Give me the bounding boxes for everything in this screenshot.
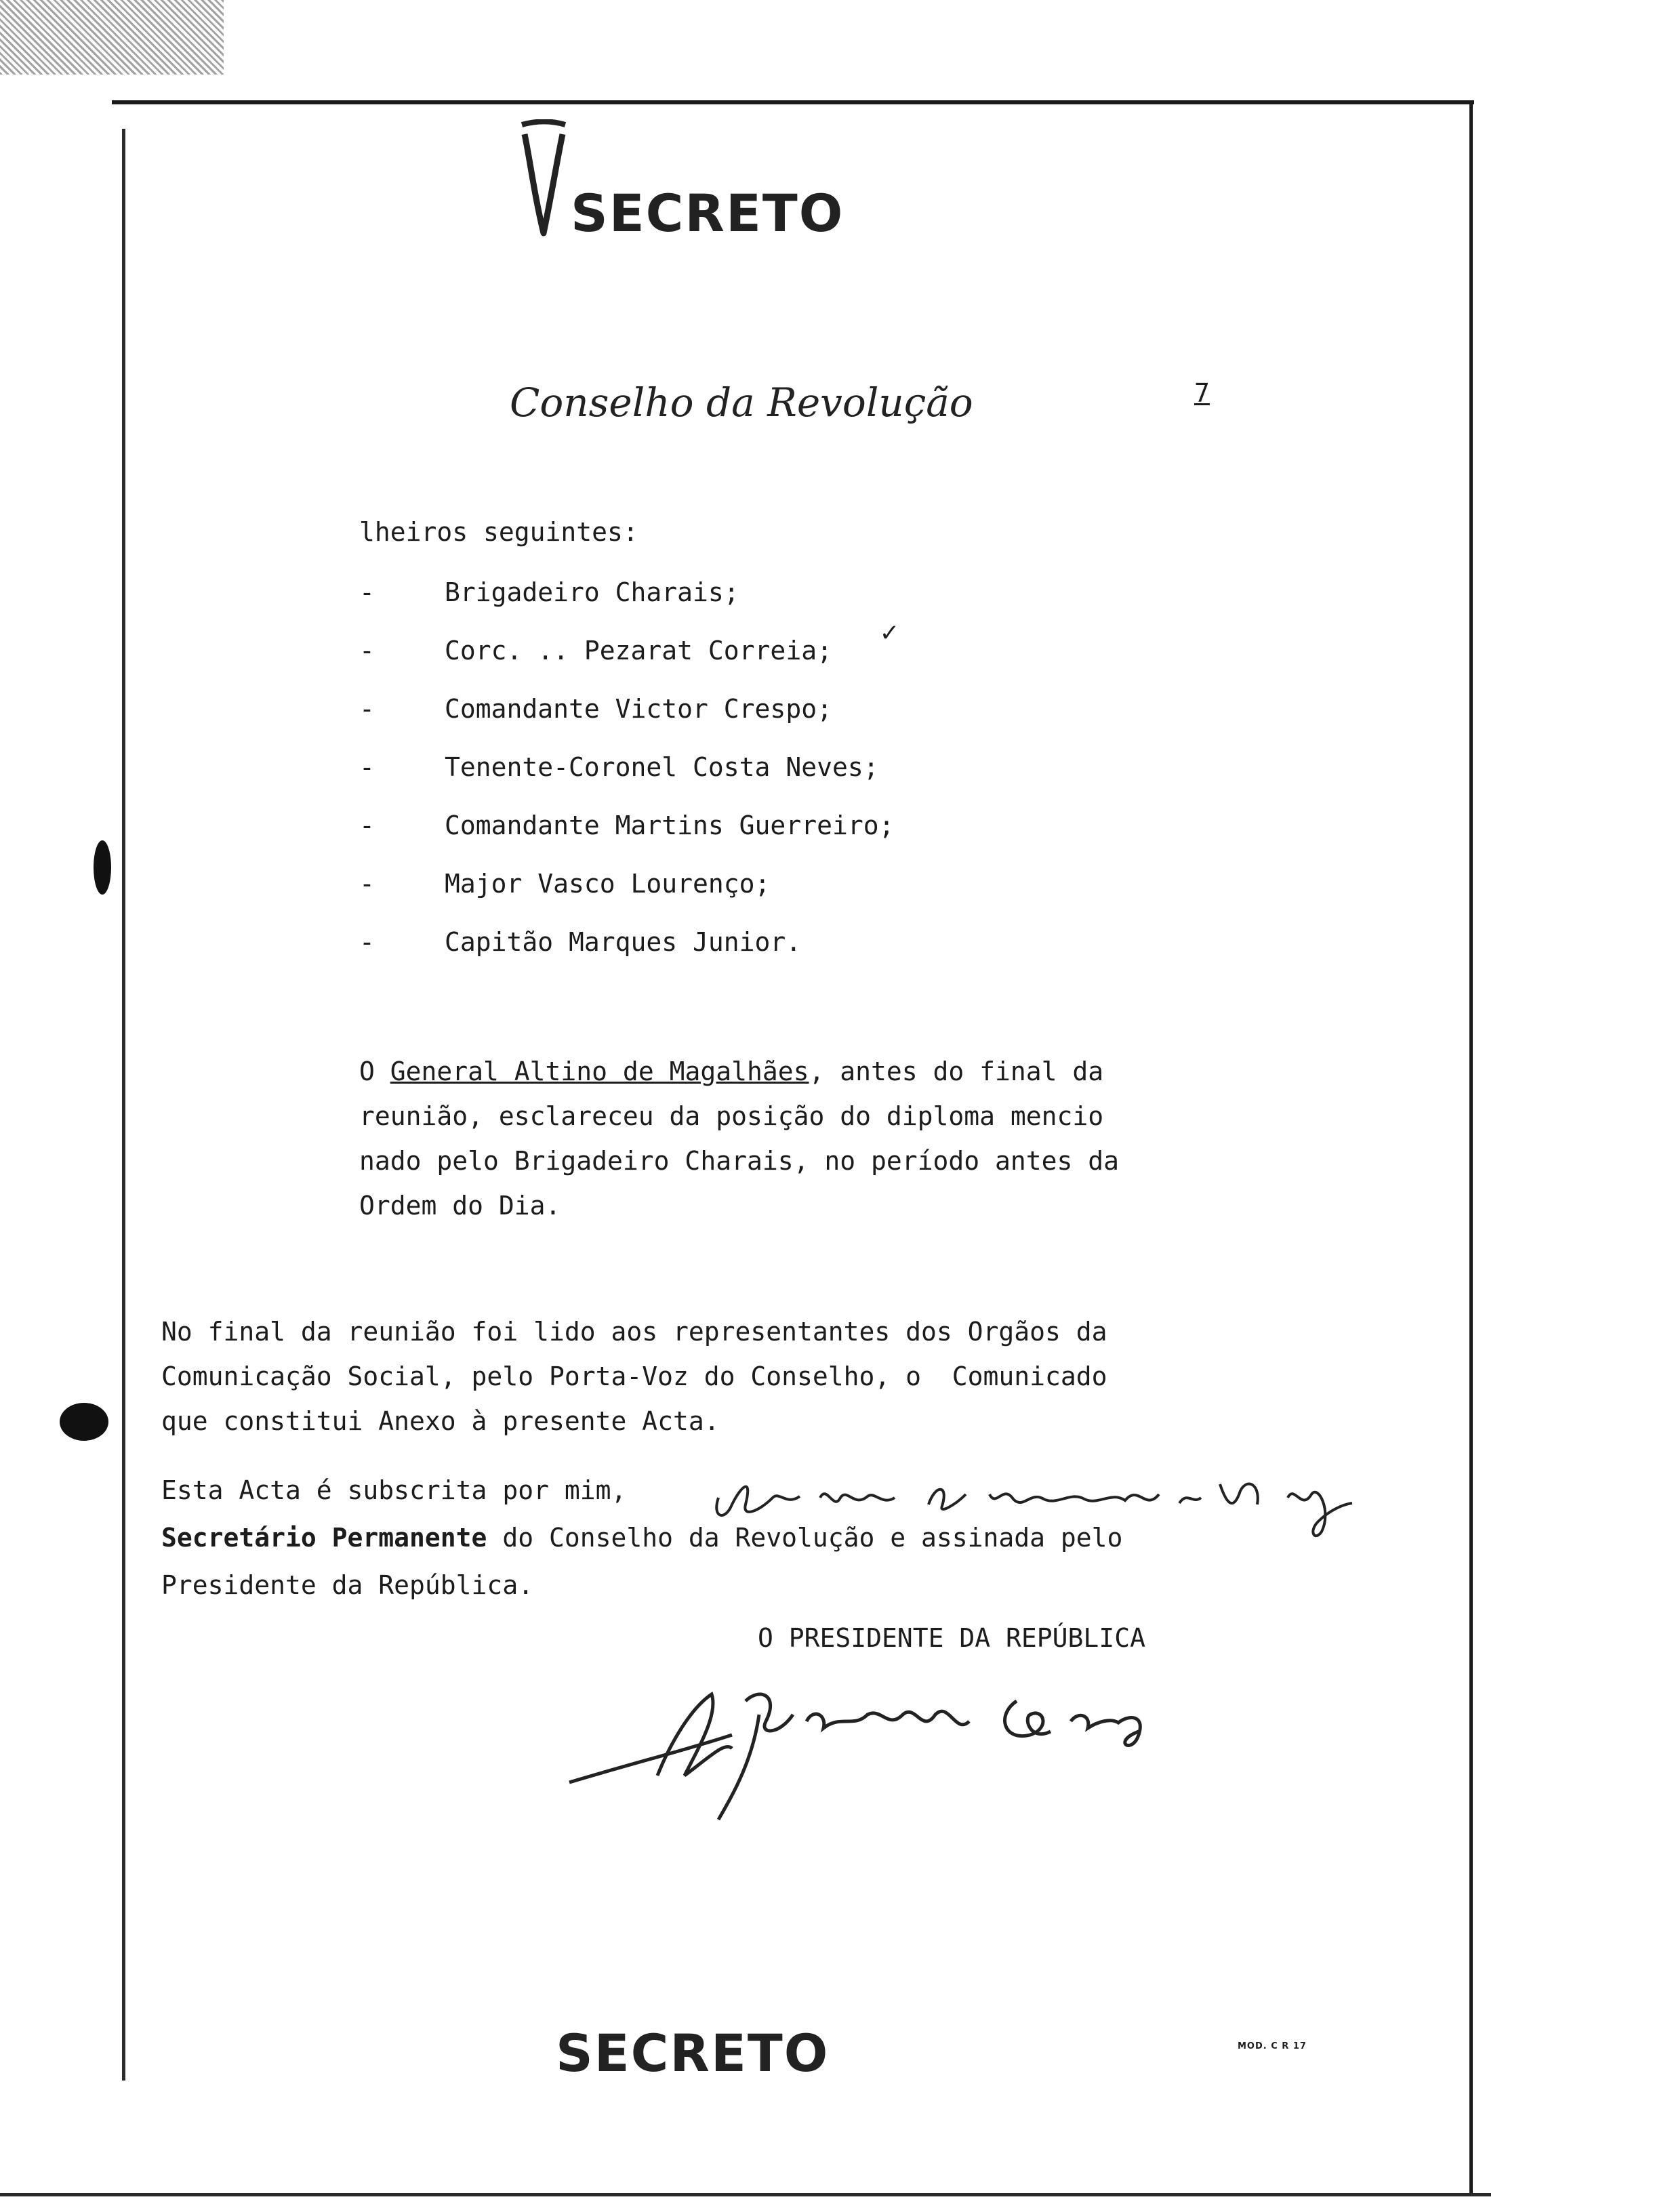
paragraph-signature-line-1: Esta Acta é subscrita por mim,	[161, 1475, 627, 1505]
classification-stamp-icon	[510, 119, 577, 241]
paragraph-communique-line-2: Comunicação Social, pelo Porta-Voz do Conselho, o Comunicado	[161, 1361, 1107, 1391]
secretary-title: Secretário Permanente	[161, 1523, 487, 1553]
list-item: Comandante Victor Crespo;	[445, 694, 832, 724]
classification-header: SECRETO	[571, 183, 844, 243]
list-dash: -	[359, 752, 375, 782]
paragraph-general-line-2: reunião, esclareceu da posição do diploma mencio	[359, 1101, 1104, 1131]
attendees-intro: lheiros seguintes:	[359, 517, 638, 547]
punch-hole-mark	[60, 1403, 108, 1441]
paragraph-general-line-3: nado pelo Brigadeiro Charais, no período antes da	[359, 1146, 1120, 1176]
top-border-rule	[112, 100, 1474, 104]
list-item: Capitão Marques Junior.	[445, 927, 802, 957]
paragraph-general-line-4: Ordem do Dia.	[359, 1191, 561, 1221]
general-name: General Altino de Magalhães	[390, 1057, 809, 1086]
text-fragment: , antes do final da	[809, 1057, 1104, 1086]
list-item: Comandante Martins Guerreiro;	[445, 811, 895, 840]
president-signature	[556, 1674, 1220, 1823]
list-item: Tenente-Coronel Costa Neves;	[445, 752, 879, 782]
list-dash: -	[359, 927, 375, 957]
list-dash: -	[359, 636, 375, 665]
check-mark-annotation: ✓	[881, 617, 898, 648]
scan-noise	[0, 0, 224, 75]
paragraph-general-line-1	[359, 1059, 1103, 1084]
council-letterhead: Conselho da Revolução	[510, 380, 973, 426]
paragraph-signature-line-2	[161, 1525, 1122, 1551]
list-dash: -	[359, 869, 375, 899]
classification-footer: SECRETO	[556, 2023, 830, 2083]
left-border-rule	[122, 129, 125, 2081]
text-fragment: do Conselho da Revolução e assinada pelo	[487, 1523, 1123, 1553]
punch-hole-mark	[94, 840, 111, 895]
paragraph-communique-line-1: No final da reunião foi lido aos representantes dos Orgãos da	[161, 1317, 1107, 1347]
list-item: Major Vasco Lourenço;	[445, 869, 771, 899]
bottom-border-rule	[0, 2193, 1491, 2196]
list-item: Corc. .. Pezarat Correia;	[445, 636, 832, 665]
text-fragment: O	[359, 1057, 390, 1086]
list-item: Brigadeiro Charais;	[445, 577, 739, 607]
list-dash: -	[359, 811, 375, 840]
page-number: 7	[1194, 378, 1210, 408]
list-dash: -	[359, 577, 375, 607]
form-code: MOD. C R 17	[1238, 2041, 1307, 2051]
right-border-rule	[1469, 102, 1473, 2194]
paragraph-signature-line-3: Presidente da República.	[161, 1570, 534, 1600]
list-dash: -	[359, 694, 375, 724]
paragraph-communique-line-3: que constitui Anexo à presente Acta.	[161, 1406, 720, 1436]
president-title: O PRESIDENTE DA REPÚBLICA	[758, 1623, 1145, 1653]
